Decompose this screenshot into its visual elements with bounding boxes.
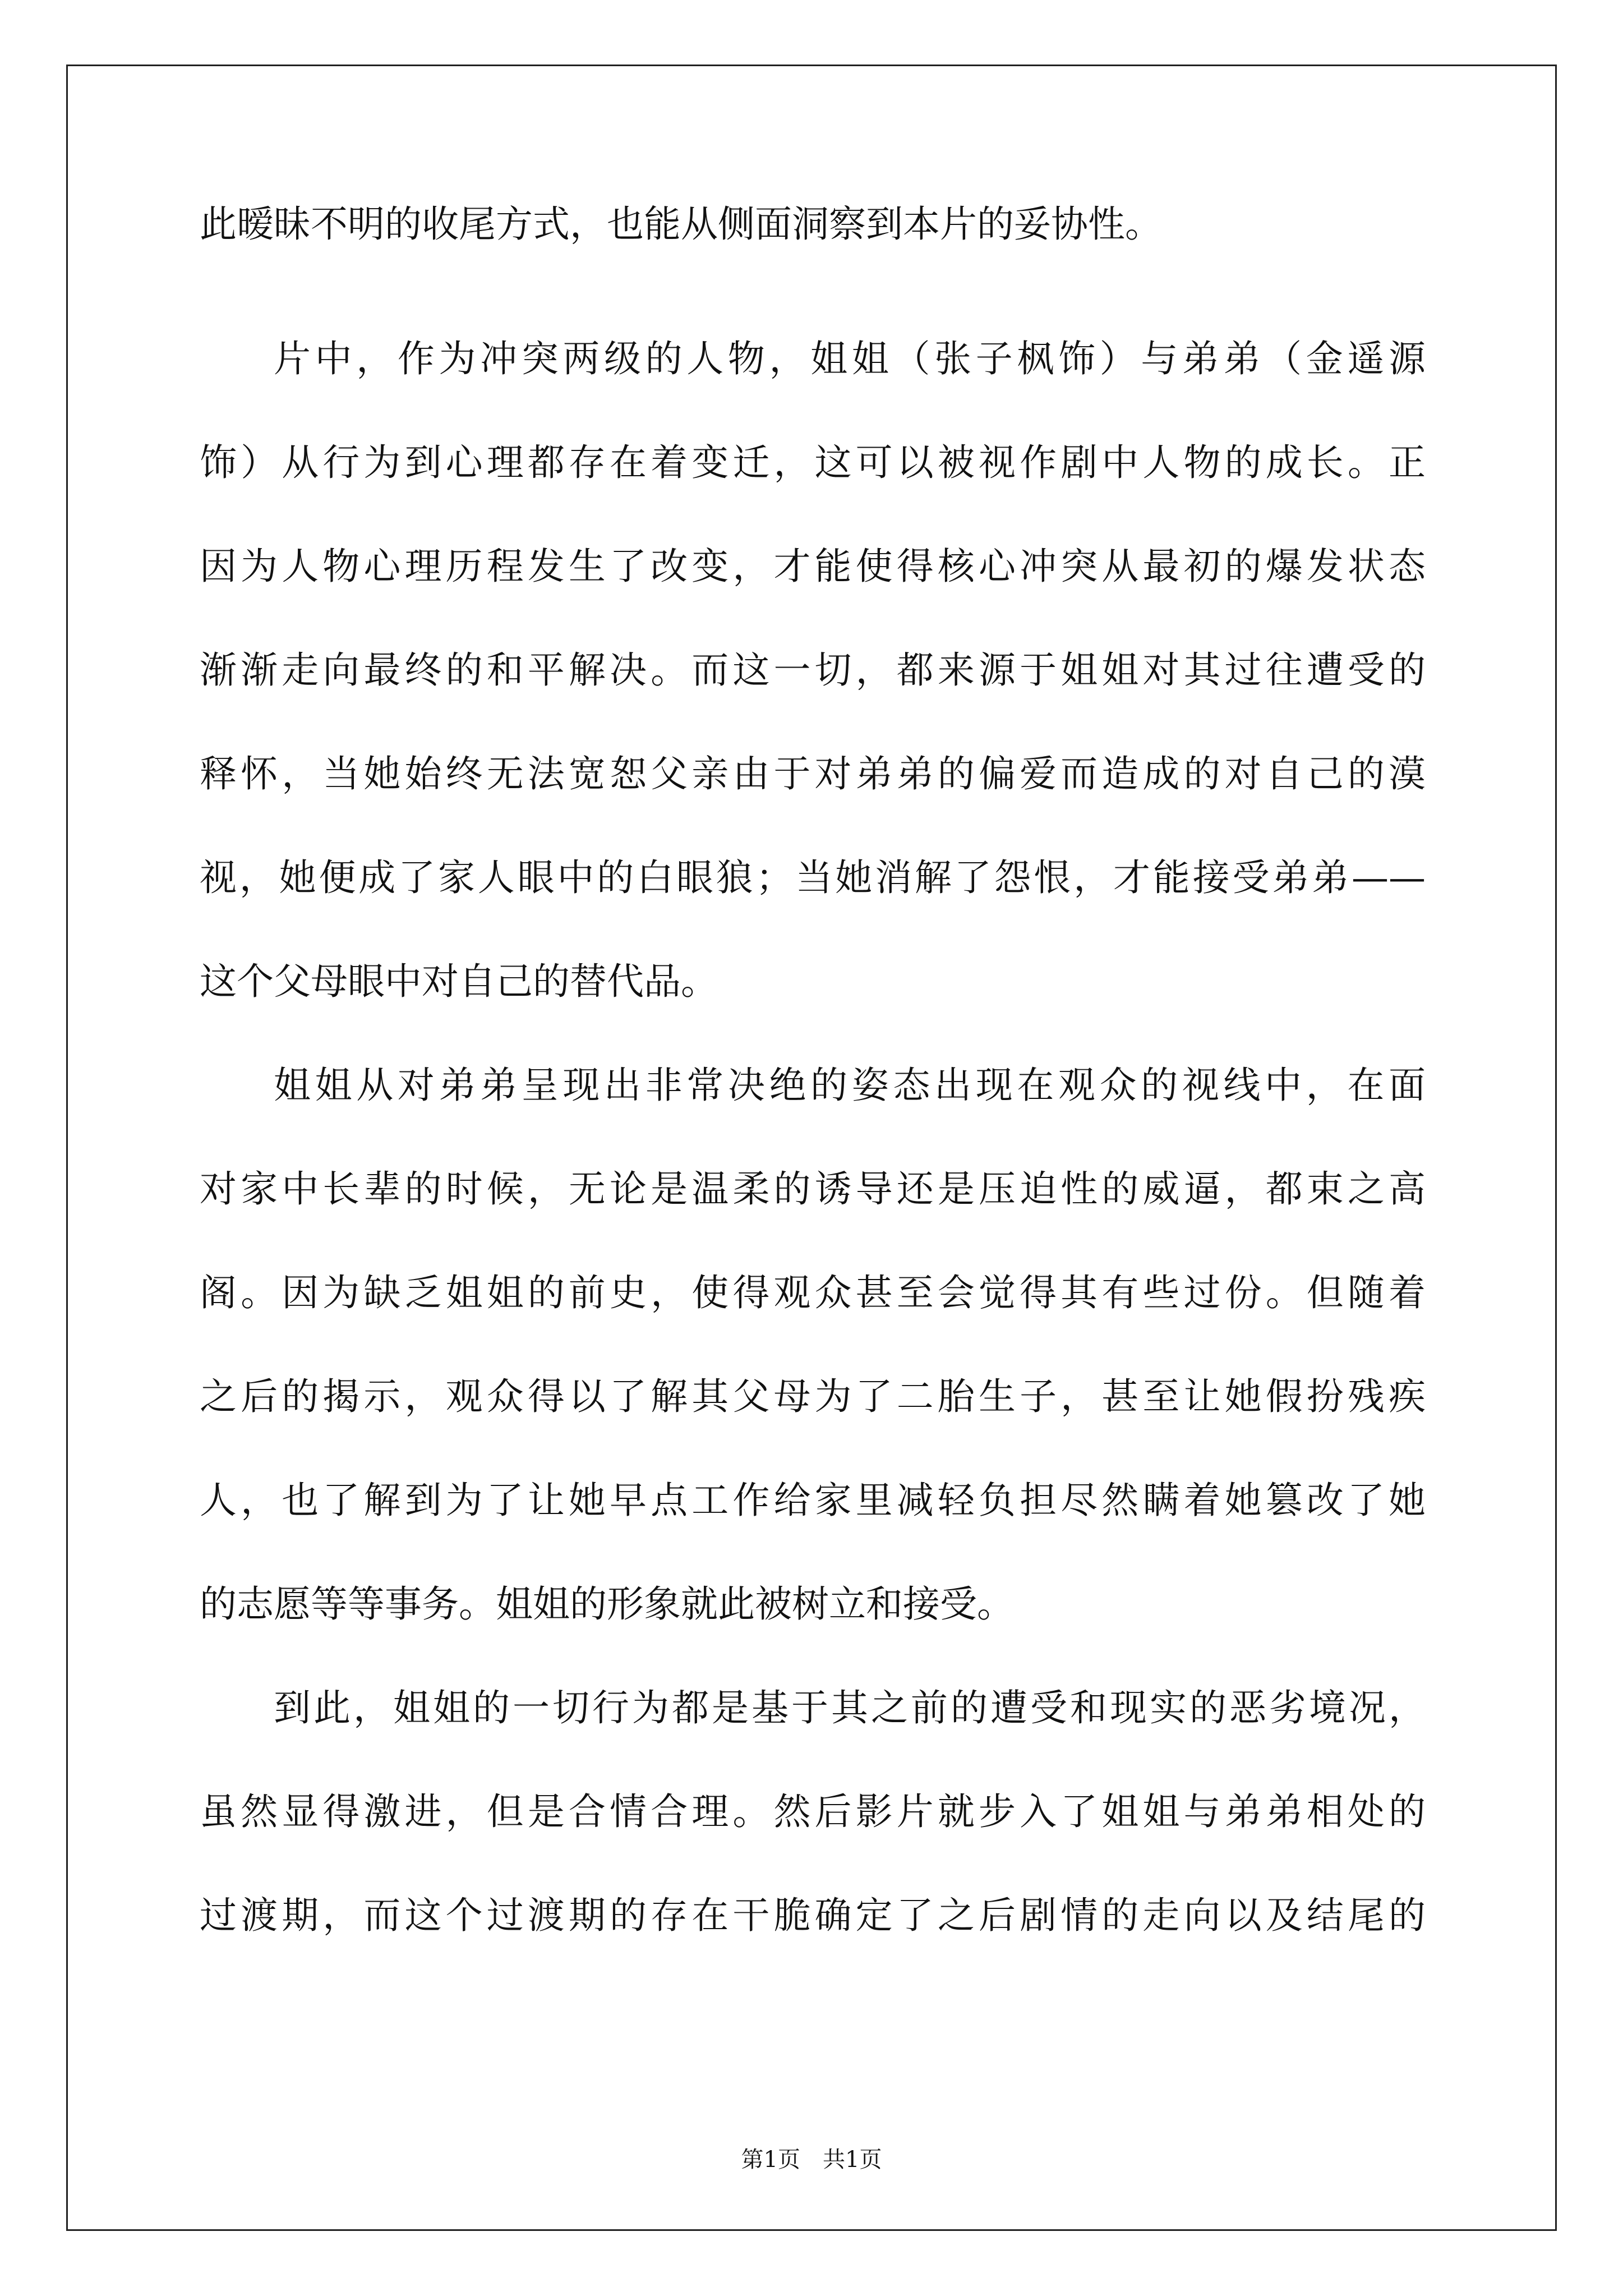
text-line: 阁。因为缺乏姐姐的前史，使得观众甚至会觉得其有些过份。但随着 [200,1271,1426,1314]
text-line: 因为人物心理历程发生了改变，才能使得核心冲突从最初的爆发状态 [200,545,1426,588]
text-line: 这个父母眼中对自己的替代品。 [200,960,718,1003]
paragraph-first-line: 到此，姐姐的一切行为都是基于其之前的遭受和现实的恶劣境况， [274,1686,1426,1729]
text-line: 饰）从行为到心理都存在着变迁，这可以被视作剧中人物的成长。正 [200,441,1426,484]
text-line: 之后的揭示，观众得以了解其父母为了二胎生子，甚至让她假扮残疾 [200,1375,1426,1418]
paragraph-first-line: 片中，作为冲突两级的人物，姐姐（张子枫饰）与弟弟（金遥源 [274,337,1426,380]
paragraph-first-line: 姐姐从对弟弟呈现出非常决绝的姿态出现在观众的视线中，在面 [274,1064,1426,1107]
text-line: 虽然显得激进，但是合情合理。然后影片就步入了姐姐与弟弟相处的 [200,1790,1426,1833]
text-line: 此暧昧不明的收尾方式，也能从侧面洞察到本片的妥协性。 [200,203,1162,246]
text-line: 释怀，当她始终无法宽恕父亲由于对弟弟的偏爱而造成的对自己的漠 [200,752,1426,795]
text-line: 对家中长辈的时候，无论是温柔的诱导还是压迫性的威逼，都束之高 [200,1167,1426,1211]
text-line: 过渡期，而这个过渡期的存在干脆确定了之后剧情的走向以及结尾的 [200,1894,1426,1937]
text-line: 渐渐走向最终的和平解决。而这一切，都来源于姐姐对其过往遭受的 [200,648,1426,692]
text-line: 的志愿等等事务。姐姐的形象就此被树立和接受。 [200,1582,1014,1626]
page-number: 第1页 共1页 [741,2147,882,2173]
text-line: 人，也了解到为了让她早点工作给家里减轻负担尽然瞒着她篡改了她 [200,1479,1426,1522]
text-line: 视，她便成了家人眼中的白眼狼；当她消解了怨恨，才能接受弟弟—— [200,856,1426,899]
